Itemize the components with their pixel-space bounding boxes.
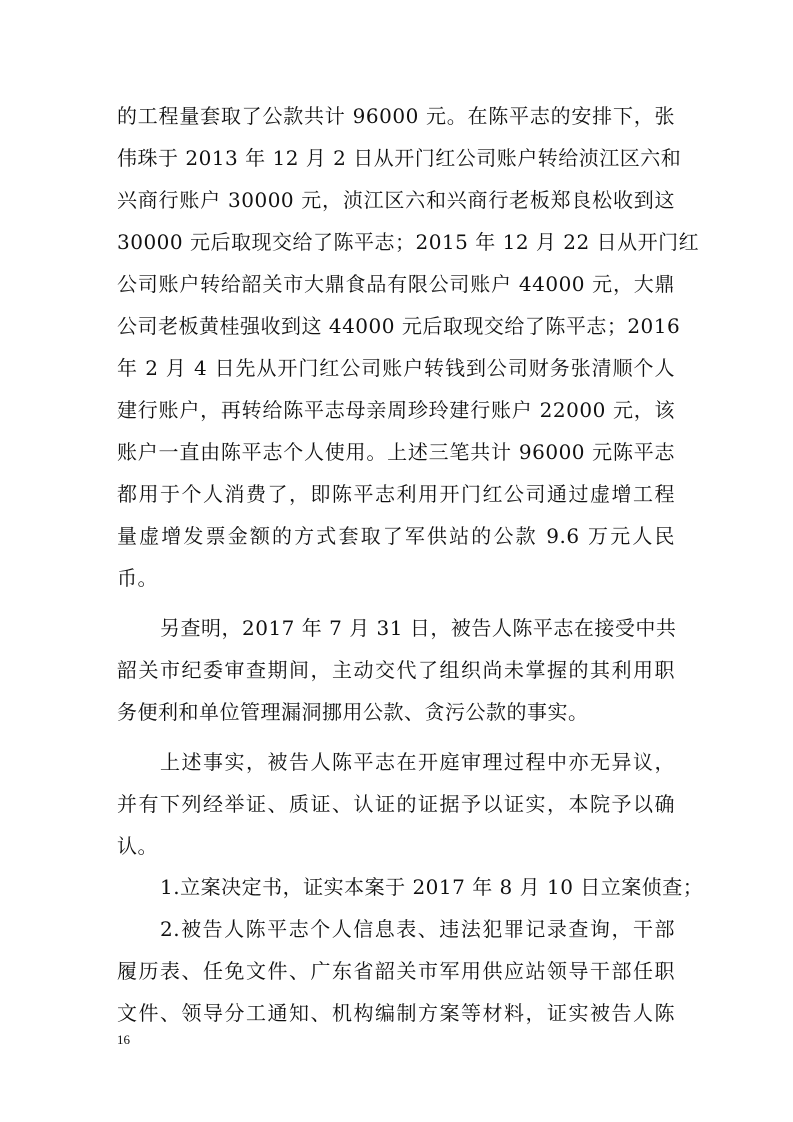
text-line: 韶关市纪委审查期间，主动交代了组织尚未掌握的其利用职 [117,658,675,682]
text-line: 币。 [117,566,158,590]
text-line: 履历表、任免文件、广东省韶关市军用供应站领导干部任职 [117,959,675,983]
text-line: 文件、领导分工通知、机构编制方案等材料，证实被告人陈 [117,1001,675,1025]
evidence-item-1: 1.立案决定书，证实本案于 2017 年 8 月 10 日立案侦查； [160,875,704,899]
text-line: 伟珠于 2013 年 12 月 2 日从开门红公司账户转给浈江区六和 [117,146,682,170]
text-line: 公司老板黄桂强收到这 44000 元后取现交给了陈平志；2016 [117,314,681,338]
text-line: 公司账户转给韶关市大鼎食品有限公司账户 44000 元，大鼎 [117,272,675,296]
text-line: 务便利和单位管理漏洞挪用公款、贪污公款的事实。 [117,700,589,724]
paragraph-first-line: 另查明，2017 年 7 月 31 日，被告人陈平志在接受中共 [160,616,677,640]
text-line: 30000 元后取现交给了陈平志；2015 年 12 月 22 日从开门红 [117,230,700,254]
text-line: 的工程量套取了公款共计 96000 元。在陈平志的安排下，张 [117,104,675,128]
evidence-item-2: 2.被告人陈平志个人信息表、违法犯罪记录查询，干部 [160,917,675,941]
text-line: 并有下列经举证、质证、认证的证据予以证实，本院予以确 [117,792,675,816]
text-line: 量虚增发票金额的方式套取了军供站的公款 9.6 万元人民 [117,524,675,548]
page-number: 16 [117,1032,130,1047]
paragraph-first-line: 上述事实，被告人陈平志在开庭审理过程中亦无异议， [160,750,675,774]
text-line: 年 2 月 4 日先从开门红公司账户转钱到公司财务张清顺个人 [117,356,675,380]
text-line: 账户一直由陈平志个人使用。上述三笔共计 96000 元陈平志 [117,440,675,464]
text-line: 兴商行账户 30000 元，浈江区六和兴商行老板郑良松收到这 [117,188,675,212]
text-line: 认。 [117,834,158,858]
text-line: 建行账户，再转给陈平志母亲周珍玲建行账户 22000 元，该 [117,398,675,422]
text-line: 都用于个人消费了，即陈平志利用开门红公司通过虚增工程 [117,482,675,506]
